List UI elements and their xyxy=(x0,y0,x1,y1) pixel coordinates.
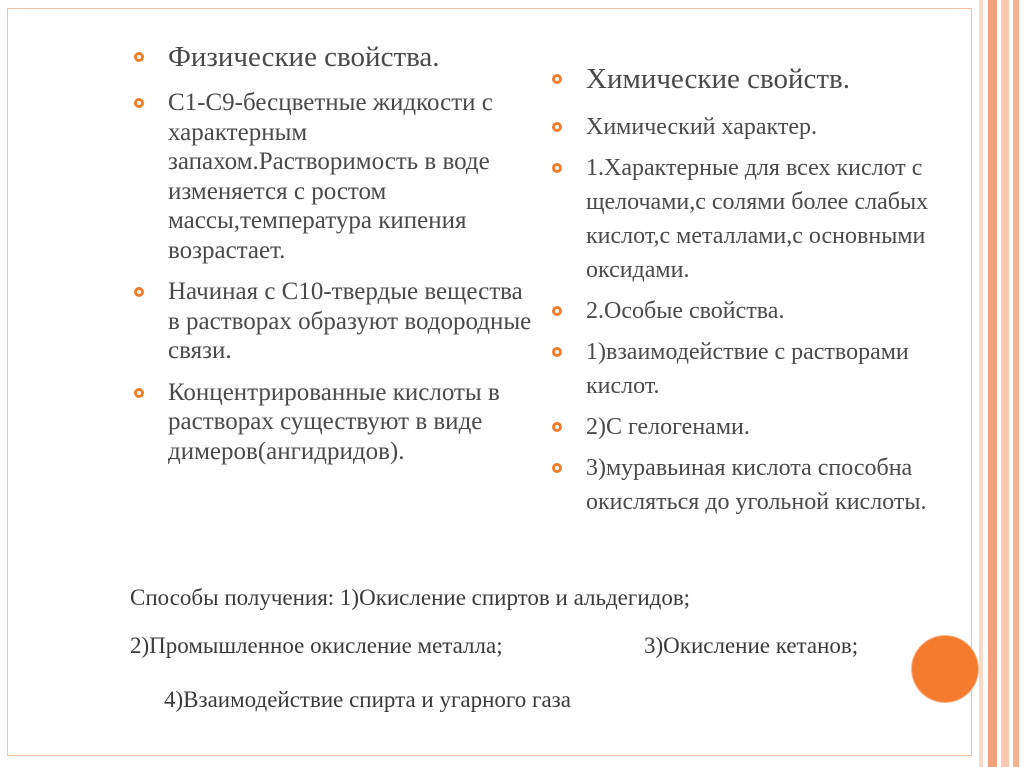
bullet-icon xyxy=(552,122,562,132)
list-item-text: 2.Особые свойства. xyxy=(586,298,785,324)
chemical-properties-column xyxy=(552,62,942,526)
bullet-icon xyxy=(134,388,144,398)
bullet-icon xyxy=(552,347,562,357)
list-item xyxy=(134,277,534,366)
bullet-icon xyxy=(134,52,144,62)
list-item-text: 3)муравьиная кислота способна окисляться до угольной кислоты. xyxy=(586,455,927,515)
list-item xyxy=(552,151,942,287)
physical-properties-column xyxy=(134,40,534,478)
heading-text: Химические свойств. xyxy=(586,63,850,95)
list-item-text: Начиная с С10-твердые вещества в растворах образуют водородные связи. xyxy=(168,278,532,364)
physical-properties-heading xyxy=(134,40,534,74)
list-item xyxy=(552,294,942,328)
list-item xyxy=(552,451,942,519)
list-item xyxy=(552,335,942,403)
decorative-orange-circle xyxy=(912,636,978,702)
bullet-icon xyxy=(552,163,562,173)
decorative-side-stripes xyxy=(979,0,1024,767)
list-item-text: Концентрированные кислоты в растворах существуют в виде димеров(ангидридов). xyxy=(168,378,500,465)
methods-line-3: 4)Взаимодействие спирта и угарного газа xyxy=(164,687,571,712)
bullet-icon xyxy=(552,422,562,432)
list-item xyxy=(552,410,942,444)
bullet-icon xyxy=(134,287,144,297)
heading-text: Физические свойства. xyxy=(168,41,440,73)
list-item xyxy=(134,88,534,265)
bullet-icon xyxy=(552,306,562,316)
list-item-text: 2)С гелогенами. xyxy=(586,414,750,440)
list-item-text: С1-С9-бесцветные жидкости с характерным запахом.Растворимость в воде изменяется с ростом массы,температура кипения возрастает. xyxy=(168,89,493,264)
bullet-icon xyxy=(552,74,562,84)
list-item-text: Химический характер. xyxy=(586,114,817,140)
list-item xyxy=(552,110,942,144)
list-item xyxy=(134,378,534,467)
methods-line-2: 2)Промышленное окисление металла; xyxy=(130,633,503,658)
chemical-properties-heading xyxy=(552,62,942,96)
methods-line-2b: 3)Окисление кетанов; xyxy=(644,633,859,658)
bullet-icon xyxy=(134,98,144,108)
list-item-text: 1)взаимодействие с растворами кислот. xyxy=(586,339,909,399)
methods-line-1: Способы получения: 1)Окисление спиртов и альдегидов; xyxy=(130,585,691,610)
bullet-icon xyxy=(552,463,562,473)
list-item-text: 1.Характерные для всех кислот с щелочами,с солями более слабых кислот,с металлами,с основными оксидами. xyxy=(586,155,929,283)
